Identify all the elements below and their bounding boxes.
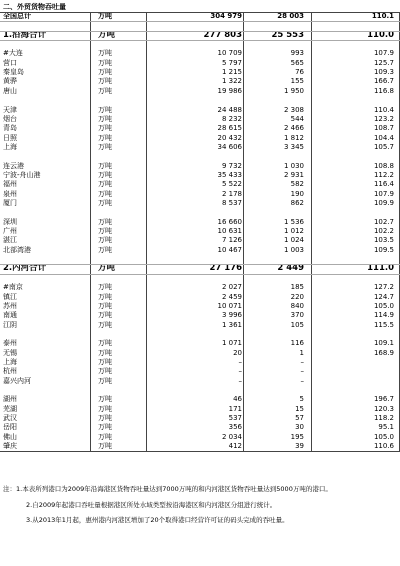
table-row xyxy=(0,199,400,208)
cell-v1: 5 522 xyxy=(221,180,242,189)
cell-v3: 103.5 xyxy=(373,236,394,245)
table-row xyxy=(0,442,400,451)
cell-v1: – xyxy=(238,376,242,385)
cell-unit: 万吨 xyxy=(98,217,112,226)
cell-v1: 16 660 xyxy=(217,217,242,226)
cell-v1: 1 361 xyxy=(221,320,242,329)
cell-v3 xyxy=(318,358,394,367)
cell-unit: 万吨 xyxy=(98,423,112,432)
cell-unit: 万吨 xyxy=(98,404,112,413)
cell-name: 营口 xyxy=(3,58,17,67)
cell-v3: 109.1 xyxy=(373,339,394,348)
table-row xyxy=(0,395,400,404)
cell-v3 xyxy=(318,386,394,395)
cell-v2 xyxy=(244,152,304,161)
cell-name: 2.内河合计 xyxy=(3,264,47,274)
cell-name xyxy=(3,208,83,217)
cell-v1 xyxy=(150,96,242,105)
cell-unit: 万吨 xyxy=(98,442,112,451)
cell-v2: 28 003 xyxy=(277,12,304,20)
table-row xyxy=(0,236,400,245)
cell-v1: 2 034 xyxy=(221,432,242,441)
cell-unit: 万吨 xyxy=(98,124,112,133)
cell-v1: 3 996 xyxy=(221,311,242,320)
cell-name: 嘉兴内河 xyxy=(3,376,31,385)
cell-v1: 304 979 xyxy=(210,12,242,20)
cell-name: 苏州 xyxy=(3,301,17,310)
cell-unit xyxy=(98,40,138,49)
cell-v1 xyxy=(150,208,242,217)
cell-name: 唐山 xyxy=(3,86,17,95)
cell-name: 泰州 xyxy=(3,339,17,348)
cell-v2: 1 950 xyxy=(283,86,304,95)
cell-v1 xyxy=(150,40,242,49)
table-row xyxy=(0,414,400,423)
cell-name: 湛江 xyxy=(3,236,17,245)
cell-v2: 190 xyxy=(290,189,304,198)
cell-unit: 万吨 xyxy=(98,236,112,245)
cell-v1: 1 215 xyxy=(221,68,242,77)
section-rule xyxy=(0,40,400,41)
table-row xyxy=(0,87,400,96)
table-row xyxy=(0,218,400,227)
cell-v2: 116 xyxy=(290,339,304,348)
cell-v2: 2 449 xyxy=(277,264,304,274)
table-row xyxy=(0,134,400,143)
cell-unit: 万吨 xyxy=(98,12,112,20)
cell-unit xyxy=(98,255,138,264)
cell-v1: – xyxy=(238,357,242,366)
cell-v3 xyxy=(318,40,394,49)
cell-v1: 537 xyxy=(228,414,242,423)
table-row xyxy=(0,180,400,189)
cell-v1: 10 631 xyxy=(217,227,242,236)
cell-name xyxy=(3,152,83,161)
cell-name: 江阴 xyxy=(3,320,17,329)
cell-name: 全国总计 xyxy=(3,12,31,20)
cell-name: 武汉 xyxy=(3,414,17,423)
cell-v2: 582 xyxy=(290,180,304,189)
cell-v3: 105.0 xyxy=(373,301,394,310)
cell-v3: 95.1 xyxy=(378,423,394,432)
cell-v3: 118.2 xyxy=(373,414,394,423)
table-row xyxy=(0,190,400,199)
col-divider xyxy=(90,12,91,451)
cell-v2: 2 931 xyxy=(283,170,304,179)
cell-unit: 万吨 xyxy=(98,395,112,404)
cell-name: 烟台 xyxy=(3,114,17,123)
cell-name xyxy=(3,330,83,339)
cell-name: 福州 xyxy=(3,180,17,189)
cell-v3: 109.3 xyxy=(373,68,394,77)
cell-v3: 105.0 xyxy=(373,432,394,441)
table-row xyxy=(0,12,400,21)
cell-v1 xyxy=(150,152,242,161)
cell-v2: 1 030 xyxy=(283,161,304,170)
cell-unit: 万吨 xyxy=(98,49,112,58)
cell-unit: 万吨 xyxy=(98,414,112,423)
cell-v2: 220 xyxy=(290,292,304,301)
cell-v1: 20 432 xyxy=(217,133,242,142)
cell-v1: 1 322 xyxy=(221,77,242,86)
table-row xyxy=(0,59,400,68)
total-rule xyxy=(0,21,400,22)
table-row xyxy=(0,405,400,414)
cell-v2: 840 xyxy=(290,301,304,310)
cell-name: 上海 xyxy=(3,142,17,151)
cell-v1 xyxy=(150,274,242,283)
cell-v3: 108.7 xyxy=(373,124,394,133)
cell-v1: 20 xyxy=(233,348,242,357)
section-rule xyxy=(0,264,400,265)
cell-name xyxy=(3,386,83,395)
cell-v1: 46 xyxy=(233,395,242,404)
table-row xyxy=(0,423,400,432)
cell-v1: 8 232 xyxy=(221,114,242,123)
cell-name: 连云港 xyxy=(3,161,24,170)
cell-v2: 2 308 xyxy=(283,105,304,114)
cell-name: 泉州 xyxy=(3,189,17,198)
cell-name: 杭州 xyxy=(3,367,17,376)
note-2: 2.自2009年起港口吞吐量根据港区所处水域类型按沿海港区和内河港区分组进行统计。 xyxy=(26,501,277,509)
cell-name xyxy=(3,96,83,105)
cell-v1: 2 178 xyxy=(221,189,242,198)
table-row xyxy=(0,246,400,255)
cell-v3: 110.6 xyxy=(373,442,394,451)
cell-name: 湖州 xyxy=(3,395,17,404)
cell-name xyxy=(3,40,83,49)
cell-v1: 5 797 xyxy=(221,58,242,67)
cell-unit: 万吨 xyxy=(98,170,112,179)
table-row xyxy=(0,21,400,30)
cell-v3: 127.2 xyxy=(373,283,394,292)
cell-v1: 171 xyxy=(228,404,242,413)
cell-v2 xyxy=(244,274,304,283)
cell-name: 岳阳 xyxy=(3,423,17,432)
cell-v2: 195 xyxy=(290,432,304,441)
table-row xyxy=(0,255,400,264)
cell-v3: 124.7 xyxy=(373,292,394,301)
cell-v1: 277 803 xyxy=(203,30,242,40)
table-row xyxy=(0,227,400,236)
cell-v3: 196.7 xyxy=(373,395,394,404)
cell-unit xyxy=(98,386,138,395)
cell-v3: 102.2 xyxy=(373,227,394,236)
cell-v3: 109.5 xyxy=(373,245,394,254)
cell-v2: 565 xyxy=(290,58,304,67)
cell-name: 黄骅 xyxy=(3,77,17,86)
table-row xyxy=(0,339,400,348)
cell-v1 xyxy=(150,330,242,339)
cell-unit: 万吨 xyxy=(98,180,112,189)
cell-name: 北部湾港 xyxy=(3,245,31,254)
table-row xyxy=(0,115,400,124)
cell-unit: 万吨 xyxy=(98,283,112,292)
cell-v1: 2 027 xyxy=(221,283,242,292)
cell-v3: 116.4 xyxy=(373,180,394,189)
cell-name: 宁波-舟山港 xyxy=(3,170,41,179)
table-row xyxy=(0,386,400,395)
cell-v2: 1 024 xyxy=(283,236,304,245)
cell-v1: 28 615 xyxy=(217,124,242,133)
cell-v2: 105 xyxy=(290,320,304,329)
table-row xyxy=(0,143,400,152)
table-top-rule xyxy=(0,12,400,13)
cell-v2: – xyxy=(300,376,304,385)
table-row xyxy=(0,124,400,133)
note-1: 注：1.本表所列港口为2009年沿海港区货物吞吐量达到7000万吨的和内河港区货物吞吐量达到5000万吨的港口。 xyxy=(3,485,332,493)
table-row xyxy=(0,302,400,311)
cell-v3: 110.1 xyxy=(371,12,394,20)
cell-name: 日照 xyxy=(3,133,17,142)
cell-v3: 108.8 xyxy=(373,161,394,170)
cell-v3: 123.2 xyxy=(373,114,394,123)
cell-v3 xyxy=(318,96,394,105)
cell-v3: 110.4 xyxy=(373,105,394,114)
cell-name: 无锡 xyxy=(3,348,17,357)
cell-v2: 3 345 xyxy=(283,142,304,151)
cell-v3: 110.0 xyxy=(367,30,394,40)
cell-unit: 万吨 xyxy=(98,348,112,357)
cell-v2: 185 xyxy=(290,283,304,292)
cell-v2: 39 xyxy=(295,442,304,451)
cell-v3 xyxy=(318,367,394,376)
cell-v1: 10 467 xyxy=(217,245,242,254)
cell-v3: 111.0 xyxy=(367,264,394,274)
cell-unit: 万吨 xyxy=(98,161,112,170)
table-row xyxy=(0,77,400,86)
cell-v1: 10 071 xyxy=(217,301,242,310)
cell-v3: 112.2 xyxy=(373,170,394,179)
cell-unit xyxy=(98,21,138,30)
cell-name: 上海 xyxy=(3,357,17,366)
cell-unit: 万吨 xyxy=(98,189,112,198)
cell-name: #南京 xyxy=(3,283,23,292)
cell-v1: 356 xyxy=(228,423,242,432)
cell-unit: 万吨 xyxy=(98,432,112,441)
cell-v2 xyxy=(244,330,304,339)
table-row xyxy=(0,283,400,292)
cell-v2: 1 812 xyxy=(283,133,304,142)
cell-unit: 万吨 xyxy=(98,77,112,86)
cell-v1 xyxy=(150,21,242,30)
cell-name: 肇庆 xyxy=(3,442,17,451)
cell-name: 秦皇岛 xyxy=(3,68,24,77)
cell-v2: 1 012 xyxy=(283,227,304,236)
cell-v2: 370 xyxy=(290,311,304,320)
cell-v2 xyxy=(244,208,304,217)
cell-v3: 115.5 xyxy=(373,320,394,329)
cell-v2: 25 553 xyxy=(271,30,304,40)
cell-v3: 168.9 xyxy=(373,348,394,357)
table-row xyxy=(0,358,400,367)
table-row xyxy=(0,40,400,49)
cell-v1: 35 433 xyxy=(217,170,242,179)
cell-name: 广州 xyxy=(3,227,17,236)
table-row xyxy=(0,321,400,330)
table-row xyxy=(0,152,400,161)
cell-v3: 105.7 xyxy=(373,142,394,151)
cell-unit xyxy=(98,208,138,217)
cell-name: 青岛 xyxy=(3,124,17,133)
cell-v1: 19 986 xyxy=(217,86,242,95)
table-bottom-rule xyxy=(0,451,400,452)
cell-unit: 万吨 xyxy=(98,58,112,67)
table-row xyxy=(0,171,400,180)
cell-v2 xyxy=(244,386,304,395)
cell-name: 佛山 xyxy=(3,432,17,441)
cell-v2: 862 xyxy=(290,199,304,207)
table-row xyxy=(0,330,400,339)
table-row xyxy=(0,162,400,171)
section-rule xyxy=(0,274,400,275)
cell-v2 xyxy=(244,255,304,264)
cell-unit: 万吨 xyxy=(98,339,112,348)
cell-v2: 1 536 xyxy=(283,217,304,226)
cell-v3 xyxy=(318,255,394,264)
cell-v2: 2 466 xyxy=(283,124,304,133)
cell-unit: 万吨 xyxy=(98,105,112,114)
cell-name: 1.沿海合计 xyxy=(3,30,47,40)
cell-v3 xyxy=(318,377,394,386)
cell-v1: 1 071 xyxy=(221,339,242,348)
cell-unit xyxy=(98,96,138,105)
cell-unit: 万吨 xyxy=(98,68,112,77)
cell-unit: 万吨 xyxy=(98,227,112,236)
table-row xyxy=(0,49,400,58)
section-rule xyxy=(0,31,400,32)
cell-unit: 万吨 xyxy=(98,367,112,376)
cell-unit: 万吨 xyxy=(98,320,112,329)
cell-v3: 114.9 xyxy=(373,311,394,320)
cell-v2: – xyxy=(300,367,304,376)
cell-name: 芜湖 xyxy=(3,404,17,413)
cell-unit: 万吨 xyxy=(98,264,116,274)
cell-v3: 109.9 xyxy=(373,199,394,207)
cell-unit xyxy=(98,330,138,339)
cell-unit xyxy=(98,274,138,283)
col-divider xyxy=(243,12,244,451)
cell-name xyxy=(3,21,83,30)
cell-v3: 107.9 xyxy=(373,49,394,58)
cell-v1: 9 732 xyxy=(221,161,242,170)
cell-v2: 5 xyxy=(299,395,304,404)
table-row xyxy=(0,377,400,386)
cell-unit: 万吨 xyxy=(98,376,112,385)
table-row xyxy=(0,208,400,217)
table-row xyxy=(0,31,400,40)
table-row xyxy=(0,96,400,105)
cell-v2: 155 xyxy=(290,77,304,86)
cell-v3: 166.7 xyxy=(373,77,394,86)
cell-unit: 万吨 xyxy=(98,114,112,123)
cell-unit: 万吨 xyxy=(98,30,116,40)
table-row xyxy=(0,367,400,376)
cell-v1 xyxy=(150,255,242,264)
table-row xyxy=(0,311,400,320)
cell-v2: 1 003 xyxy=(283,245,304,254)
note-3: 3.从2013年1月起，惠州港内河港区增加了20个取得港口经营许可证的码头完成的吞吐量。 xyxy=(26,516,289,524)
cell-name: 镇江 xyxy=(3,292,17,301)
cell-v2 xyxy=(244,21,304,30)
cell-v1: 2 459 xyxy=(221,292,242,301)
table-row xyxy=(0,349,400,358)
table-row xyxy=(0,264,400,273)
cell-unit: 万吨 xyxy=(98,301,112,310)
cell-v1: 10 709 xyxy=(217,49,242,58)
cell-v2: – xyxy=(300,357,304,366)
table-row xyxy=(0,433,400,442)
cell-v3 xyxy=(318,208,394,217)
cell-v1: 24 488 xyxy=(217,105,242,114)
cell-v2: 1 xyxy=(299,348,304,357)
cell-name xyxy=(3,255,83,264)
table-row xyxy=(0,106,400,115)
cell-v2: 15 xyxy=(295,404,304,413)
cell-name: #大连 xyxy=(3,49,23,58)
cell-v2 xyxy=(244,96,304,105)
cell-v1: 7 126 xyxy=(221,236,242,245)
cell-unit: 万吨 xyxy=(98,133,112,142)
cell-v3: 125.7 xyxy=(373,58,394,67)
cell-v2: 57 xyxy=(295,414,304,423)
cell-name: 天津 xyxy=(3,105,17,114)
cell-name: 深圳 xyxy=(3,217,17,226)
cell-unit: 万吨 xyxy=(98,86,112,95)
cell-v3: 116.8 xyxy=(373,86,394,95)
cell-v1: – xyxy=(238,367,242,376)
cell-unit: 万吨 xyxy=(98,245,112,254)
cell-name: 厦门 xyxy=(3,199,17,207)
table-row xyxy=(0,274,400,283)
cell-v3 xyxy=(318,152,394,161)
cell-v3 xyxy=(318,274,394,283)
cell-unit xyxy=(98,152,138,161)
cell-v2: 76 xyxy=(295,68,304,77)
table-row xyxy=(0,293,400,302)
cell-v3 xyxy=(318,21,394,30)
cell-unit: 万吨 xyxy=(98,199,112,207)
cell-v1: 8 537 xyxy=(221,199,242,207)
cell-v3: 104.4 xyxy=(373,133,394,142)
cell-unit: 万吨 xyxy=(98,357,112,366)
table-row xyxy=(0,68,400,77)
cell-v1 xyxy=(150,386,242,395)
cell-v2: 544 xyxy=(290,114,304,123)
cell-v2: 993 xyxy=(290,49,304,58)
cell-v3: 102.7 xyxy=(373,217,394,226)
cell-unit: 万吨 xyxy=(98,142,112,151)
cell-v1: 34 606 xyxy=(217,142,242,151)
cell-v3: 120.3 xyxy=(373,404,394,413)
table-title: 二、外贸货物吞吐量 xyxy=(3,3,66,11)
cell-unit: 万吨 xyxy=(98,292,112,301)
col-divider xyxy=(146,12,147,451)
cell-name: 南通 xyxy=(3,311,17,320)
cell-v3 xyxy=(318,330,394,339)
cell-v2 xyxy=(244,40,304,49)
cell-unit: 万吨 xyxy=(98,311,112,320)
cell-v3: 107.9 xyxy=(373,189,394,198)
cell-v1: 412 xyxy=(228,442,242,451)
cell-v2: 30 xyxy=(295,423,304,432)
cell-v1: 27 176 xyxy=(209,264,242,274)
cell-name xyxy=(3,274,83,283)
col-divider xyxy=(311,12,312,451)
